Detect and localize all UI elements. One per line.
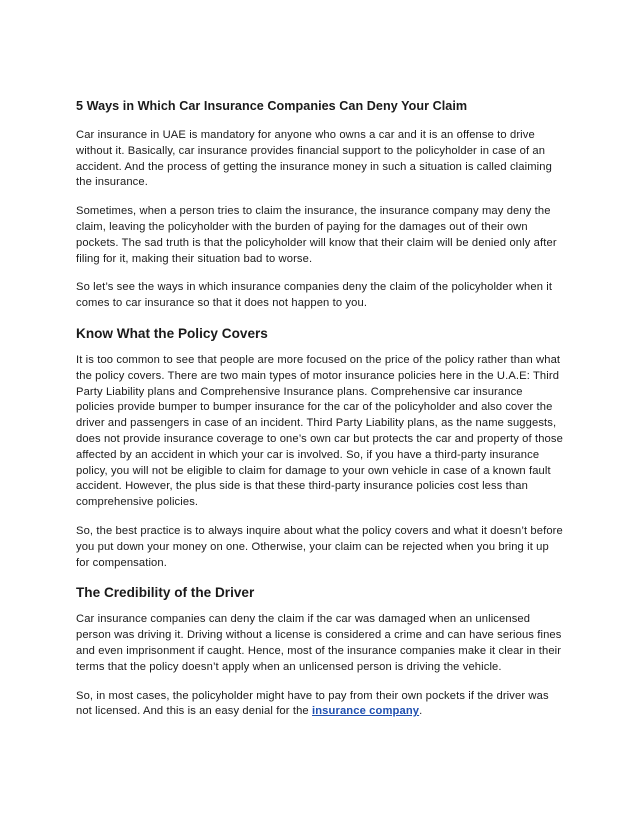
driver-credibility-paragraph-2 bbox=[76, 689, 564, 721]
policy-covers-paragraph-1: It is too common to see that people are more focused on the price of the policy rather than what the policy covers. There are two main types of motor insurance policies here in the U.A.E: Third Party Liability plans and Comprehensive Insurance plans. Comprehensive car insurance policies provide bumper to bumper insurance for the car of the policyholder and also cover the driver and passengers in case of an incident. Third Party Liability plans, as the name suggests, does not provide insurance coverage to one’s own car but protects the car and property of those affected by an accident in which your car is involved. So, if you have a third-party insurance policy, you will not be eligible to claim for damage to your own vehicle in case of a known fault accident. However, the plus side is that these third-party insurance policies cost less than comprehensive policies. bbox=[76, 353, 563, 509]
paragraph-text-after-link: . bbox=[419, 705, 423, 718]
intro-paragraph-1: Car insurance in UAE is mandatory for anyone who owns a car and it is an offense to drive without it. Basically, car insurance provides financial support to the policyholder in case of an accident. And the process of getting the insurance money in such a situation is called claiming the insurance. bbox=[76, 129, 552, 189]
document-page bbox=[76, 98, 564, 733]
paragraph-text-before-link: So, in most cases, the policyholder might have to pay from their own pockets if the driver was not licensed. And this is an easy denial for the bbox=[76, 689, 549, 718]
section-heading-driver-credibility: The Credibility of the Driver bbox=[76, 585, 255, 601]
intro-paragraph-3: So let’s see the ways in which insurance companies deny the claim of the policyholder when it comes to car insurance so that it does not happen to you. bbox=[76, 281, 553, 310]
section-heading-policy-covers: Know What the Policy Covers bbox=[76, 325, 268, 341]
intro-paragraph-2: Sometimes, when a person tries to claim the insurance, the insurance company may deny the claim, leaving the policyholder with the burden of paying for the damages out of their own pockets. The sad truth is that the policyholder will know that their claim will be denied only after filing for it, making their situation bad to worse. bbox=[76, 205, 557, 265]
policy-covers-paragraph-2: So, the best practice is to always inquire about what the policy covers and what it doesn’t before you put down your money on one. Otherwise, your claim can be rejected when you bring it up for compensation. bbox=[76, 524, 563, 569]
document-title: 5 Ways in Which Car Insurance Companies Can Deny Your Claim bbox=[76, 99, 468, 113]
driver-credibility-paragraph-1: Car insurance companies can deny the claim if the car was damaged when an unlicensed person was driving it. Driving without a license is considered a crime and can have serious fines and even imprisonment if caught. Hence, most of the insurance companies make it clear in their terms that the policy doesn’t apply when an unlicensed person is driving the vehicle. bbox=[76, 613, 562, 673]
insurance-company-link[interactable]: insurance company bbox=[312, 705, 420, 718]
